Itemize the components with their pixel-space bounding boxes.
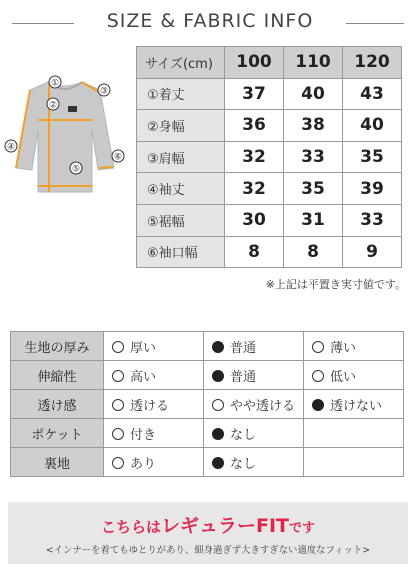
callout-1: ① (50, 78, 60, 89)
cell-value: 33 (284, 141, 343, 173)
sweatshirt-illustration (4, 60, 126, 210)
fit-headline (8, 511, 408, 538)
cell-value: 37 (225, 78, 284, 110)
table-row (137, 78, 402, 110)
row-label: ⑤裾幅 (137, 204, 225, 236)
cell-value: 32 (225, 141, 284, 173)
fabric-option: やや透ける (204, 390, 304, 419)
fit-description: <インナーを着てもゆとりがあり、細身過ぎず大きすぎない適度なフィット> (45, 545, 371, 556)
fabric-option: 普通 (204, 332, 304, 361)
fabric-option-empty (304, 448, 404, 477)
fabric-option: あり (104, 448, 204, 477)
fabric-label: ポケット (11, 419, 104, 448)
table-row (137, 141, 402, 173)
empty-circle-icon (112, 370, 124, 382)
size-table-header-row (137, 47, 402, 79)
header-divider-right (346, 23, 404, 24)
empty-circle-icon (112, 457, 124, 469)
filled-circle-icon (212, 457, 224, 469)
callout-4: ④ (6, 142, 16, 153)
size-header-110: 110 (284, 47, 343, 79)
empty-circle-icon (112, 399, 124, 411)
size-header-100: 100 (225, 47, 284, 79)
section-header (0, 6, 416, 40)
empty-circle-icon (312, 370, 324, 382)
fabric-option-empty (304, 419, 404, 448)
callout-6: ⑥ (113, 152, 123, 163)
size-header-120: 120 (343, 47, 402, 79)
cell-value: 35 (343, 141, 402, 173)
table-row (11, 332, 404, 361)
fabric-label: 裏地 (11, 448, 104, 477)
filled-circle-icon (312, 399, 324, 411)
empty-circle-icon (212, 399, 224, 411)
fit-suffix: です (289, 521, 316, 536)
row-label: ①着丈 (137, 78, 225, 110)
empty-circle-icon (112, 341, 124, 353)
filled-circle-icon (212, 341, 224, 353)
fabric-option: 普通 (204, 361, 304, 390)
table-row (137, 173, 402, 205)
cell-value: 9 (343, 236, 402, 268)
fabric-option: 薄い (304, 332, 404, 361)
cell-value: 39 (343, 173, 402, 205)
cell-value: 30 (225, 204, 284, 236)
page-title: SIZE & FABRIC INFO (106, 10, 314, 32)
fabric-label: 透け感 (11, 390, 104, 419)
callout-3: ③ (99, 86, 109, 97)
table-row (137, 236, 402, 268)
fabric-option: 高い (104, 361, 204, 390)
empty-circle-icon (312, 341, 324, 353)
fabric-label: 伸縮性 (11, 361, 104, 390)
table-row (11, 361, 404, 390)
fabric-option: なし (204, 448, 304, 477)
fabric-option: なし (204, 419, 304, 448)
fabric-option: 透ける (104, 390, 204, 419)
table-row (11, 448, 404, 477)
empty-circle-icon (112, 428, 124, 440)
fabric-option: 透けない (304, 390, 404, 419)
table-row (11, 390, 404, 419)
fabric-option: 付き (104, 419, 204, 448)
row-label: ④袖丈 (137, 173, 225, 205)
fit-highlight: レギュラーFIT (160, 515, 289, 537)
header-divider-left (12, 23, 74, 24)
cell-value: 8 (225, 236, 284, 268)
cell-value: 8 (284, 236, 343, 268)
cell-value: 31 (284, 204, 343, 236)
filled-circle-icon (212, 428, 224, 440)
size-header-label: サイズ(cm) (137, 47, 225, 79)
cell-value: 35 (284, 173, 343, 205)
table-row (11, 419, 404, 448)
fabric-table (10, 331, 404, 477)
cell-value: 32 (225, 173, 284, 205)
fabric-option: 厚い (104, 332, 204, 361)
measurement-note: ※上記は平置き実寸値です。 (265, 278, 406, 291)
row-label: ⑥袖口幅 (137, 236, 225, 268)
table-row (137, 110, 402, 142)
filled-circle-icon (212, 370, 224, 382)
callout-5: ⑤ (71, 164, 81, 175)
row-label: ②身幅 (137, 110, 225, 142)
callout-2: ② (48, 100, 58, 111)
table-row (137, 204, 402, 236)
size-table (136, 46, 402, 268)
fabric-label: 生地の厚み (11, 332, 104, 361)
cell-value: 40 (343, 110, 402, 142)
garment-diagram (4, 60, 126, 210)
cell-value: 43 (343, 78, 402, 110)
row-label: ③肩幅 (137, 141, 225, 173)
cell-value: 36 (225, 110, 284, 142)
fit-banner (8, 502, 408, 564)
fit-prefix: こちらは (100, 518, 161, 536)
cell-value: 38 (284, 110, 343, 142)
cell-value: 33 (343, 204, 402, 236)
cell-value: 40 (284, 78, 343, 110)
fabric-option: 低い (304, 361, 404, 390)
